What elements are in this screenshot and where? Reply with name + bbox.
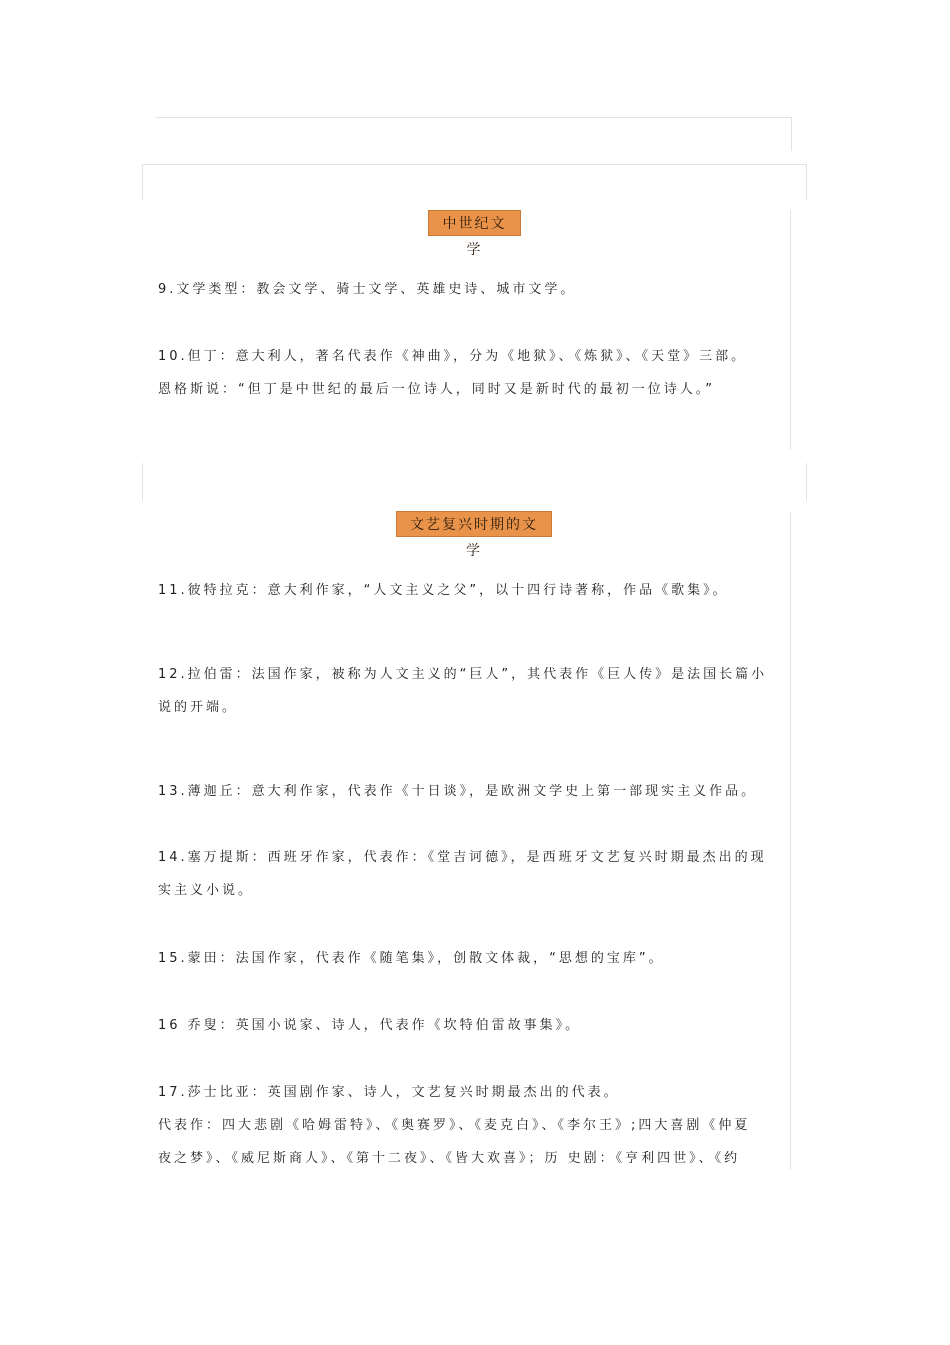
list-item-17: 17.莎士比亚：英国剧作家、诗人，文艺复兴时期最杰出的代表。 代表作：四大悲剧《哈姆雷特》、《奥赛罗》、《麦克白》、《李尔王》;四大喜剧《仲夏 夜之梦》、《威尼斯商人》、《第十二夜》、《皆大欢喜》；历 史剧：《亨利四世》、《约 — [158, 1085, 751, 1166]
content-right-border-2 — [790, 512, 791, 1170]
list-item-12: 12.拉伯雷：法国作家，被称为人文主义的“巨人”，其代表作《巨人传》是法国长篇小 说的开端。 — [158, 667, 768, 715]
list-item-16: 16 乔叟：英国小说家、诗人，代表作《坎特伯雷故事集》。 — [158, 1018, 582, 1033]
section-frame-left-2 — [142, 463, 143, 501]
list-item-9: 9.文学类型：教会文学、骑士文学、英雄史诗、城市文学。 — [158, 282, 577, 297]
list-item-13: 13.薄迦丘：意大利作家，代表作《十日谈》，是欧洲文学史上第一部现实主义作品。 — [158, 784, 758, 799]
section-heading-renaissance: 文艺复兴时期的文学 — [396, 511, 552, 537]
list-item-10: 10.但丁：意大利人，著名代表作《神曲》，分为《地狱》、《炼狱》、《天堂》三部。 恩格斯说：“但丁是中世纪的最后一位诗人，同时又是新时代的最初一位诗人。” — [158, 349, 748, 397]
section-frame-top — [142, 164, 807, 165]
top-rule-right — [791, 117, 792, 151]
section-frame-left — [142, 164, 143, 200]
section-heading-medieval: 中世纪文学 — [428, 210, 521, 236]
section-frame-right-2 — [806, 463, 807, 501]
section-frame-right — [806, 164, 807, 200]
top-rule — [156, 117, 792, 118]
content-right-border — [790, 210, 791, 450]
list-item-15: 15.蒙田：法国作家，代表作《随笔集》，创散文体裁，“思想的宝库”。 — [158, 951, 665, 966]
list-item-14: 14.塞万提斯：西班牙作家，代表作：《堂吉诃德》，是西班牙文艺复兴时期最杰出的现 实主义小说。 — [158, 850, 767, 898]
list-item-11: 11.彼特拉克：意大利作家，“人文主义之父”，以十四行诗著称，作品《歌集》。 — [158, 583, 729, 598]
